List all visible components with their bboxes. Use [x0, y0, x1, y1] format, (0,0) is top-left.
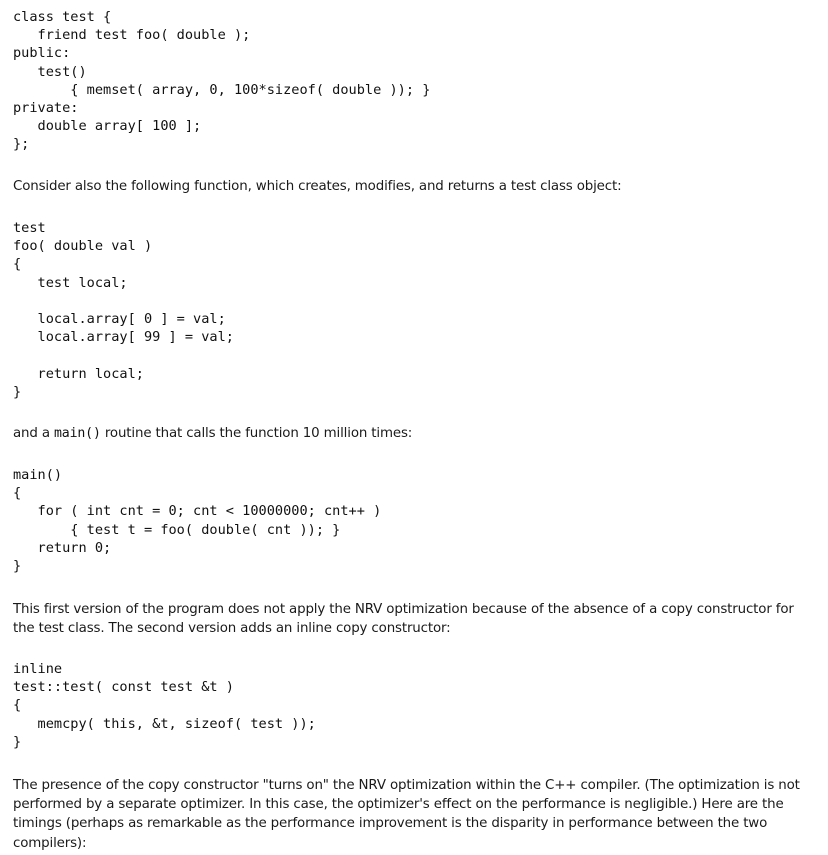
code-block-foo-function: test foo( double val ) { test local; local.array[ 0 ] = val; local.array[ 99 ] = val; return local; } — [13, 220, 234, 400]
paragraph-main-intro — [13, 424, 821, 443]
code-block-main-routine: main() { for ( int cnt = 0; cnt < 10000000; cnt++ ) { test t = foo( double( cnt )); } return 0; } — [13, 467, 382, 575]
paragraph-nrv-presence: The presence of the copy constructor "turns on" the NRV optimization within the C++ compiler. (The optimization is not performed by a separate optimizer. In this case, the optimizer's effect on the performance is negligible.) Here are the timings (perhaps as remarkable as the performance improvement is the disparity in performance between the two compilers): — [13, 778, 800, 851]
paragraph-main-intro-before: and a — [13, 426, 55, 441]
code-block-class-test: class test { friend test foo( double ); public: test() { memset( array, 0, 100*sizeof( double )); } private: double array[ 100 ]; }; — [13, 9, 431, 153]
paragraph-first-version: This first version of the program does not apply the NRV optimization because of the absence of a copy constructor for the test class. The second version adds an inline copy constructor: — [13, 602, 794, 637]
code-block-copy-constructor: inline test::test( const test &t ) { memcpy( this, &t, sizeof( test )); } — [13, 661, 316, 750]
paragraph-main-intro-after: routine that calls the function 10 million times: — [100, 426, 413, 441]
paragraph-consider-function: Consider also the following function, which creates, modifies, and returns a test class object: — [13, 179, 622, 194]
inline-code-main: main() — [54, 426, 101, 441]
